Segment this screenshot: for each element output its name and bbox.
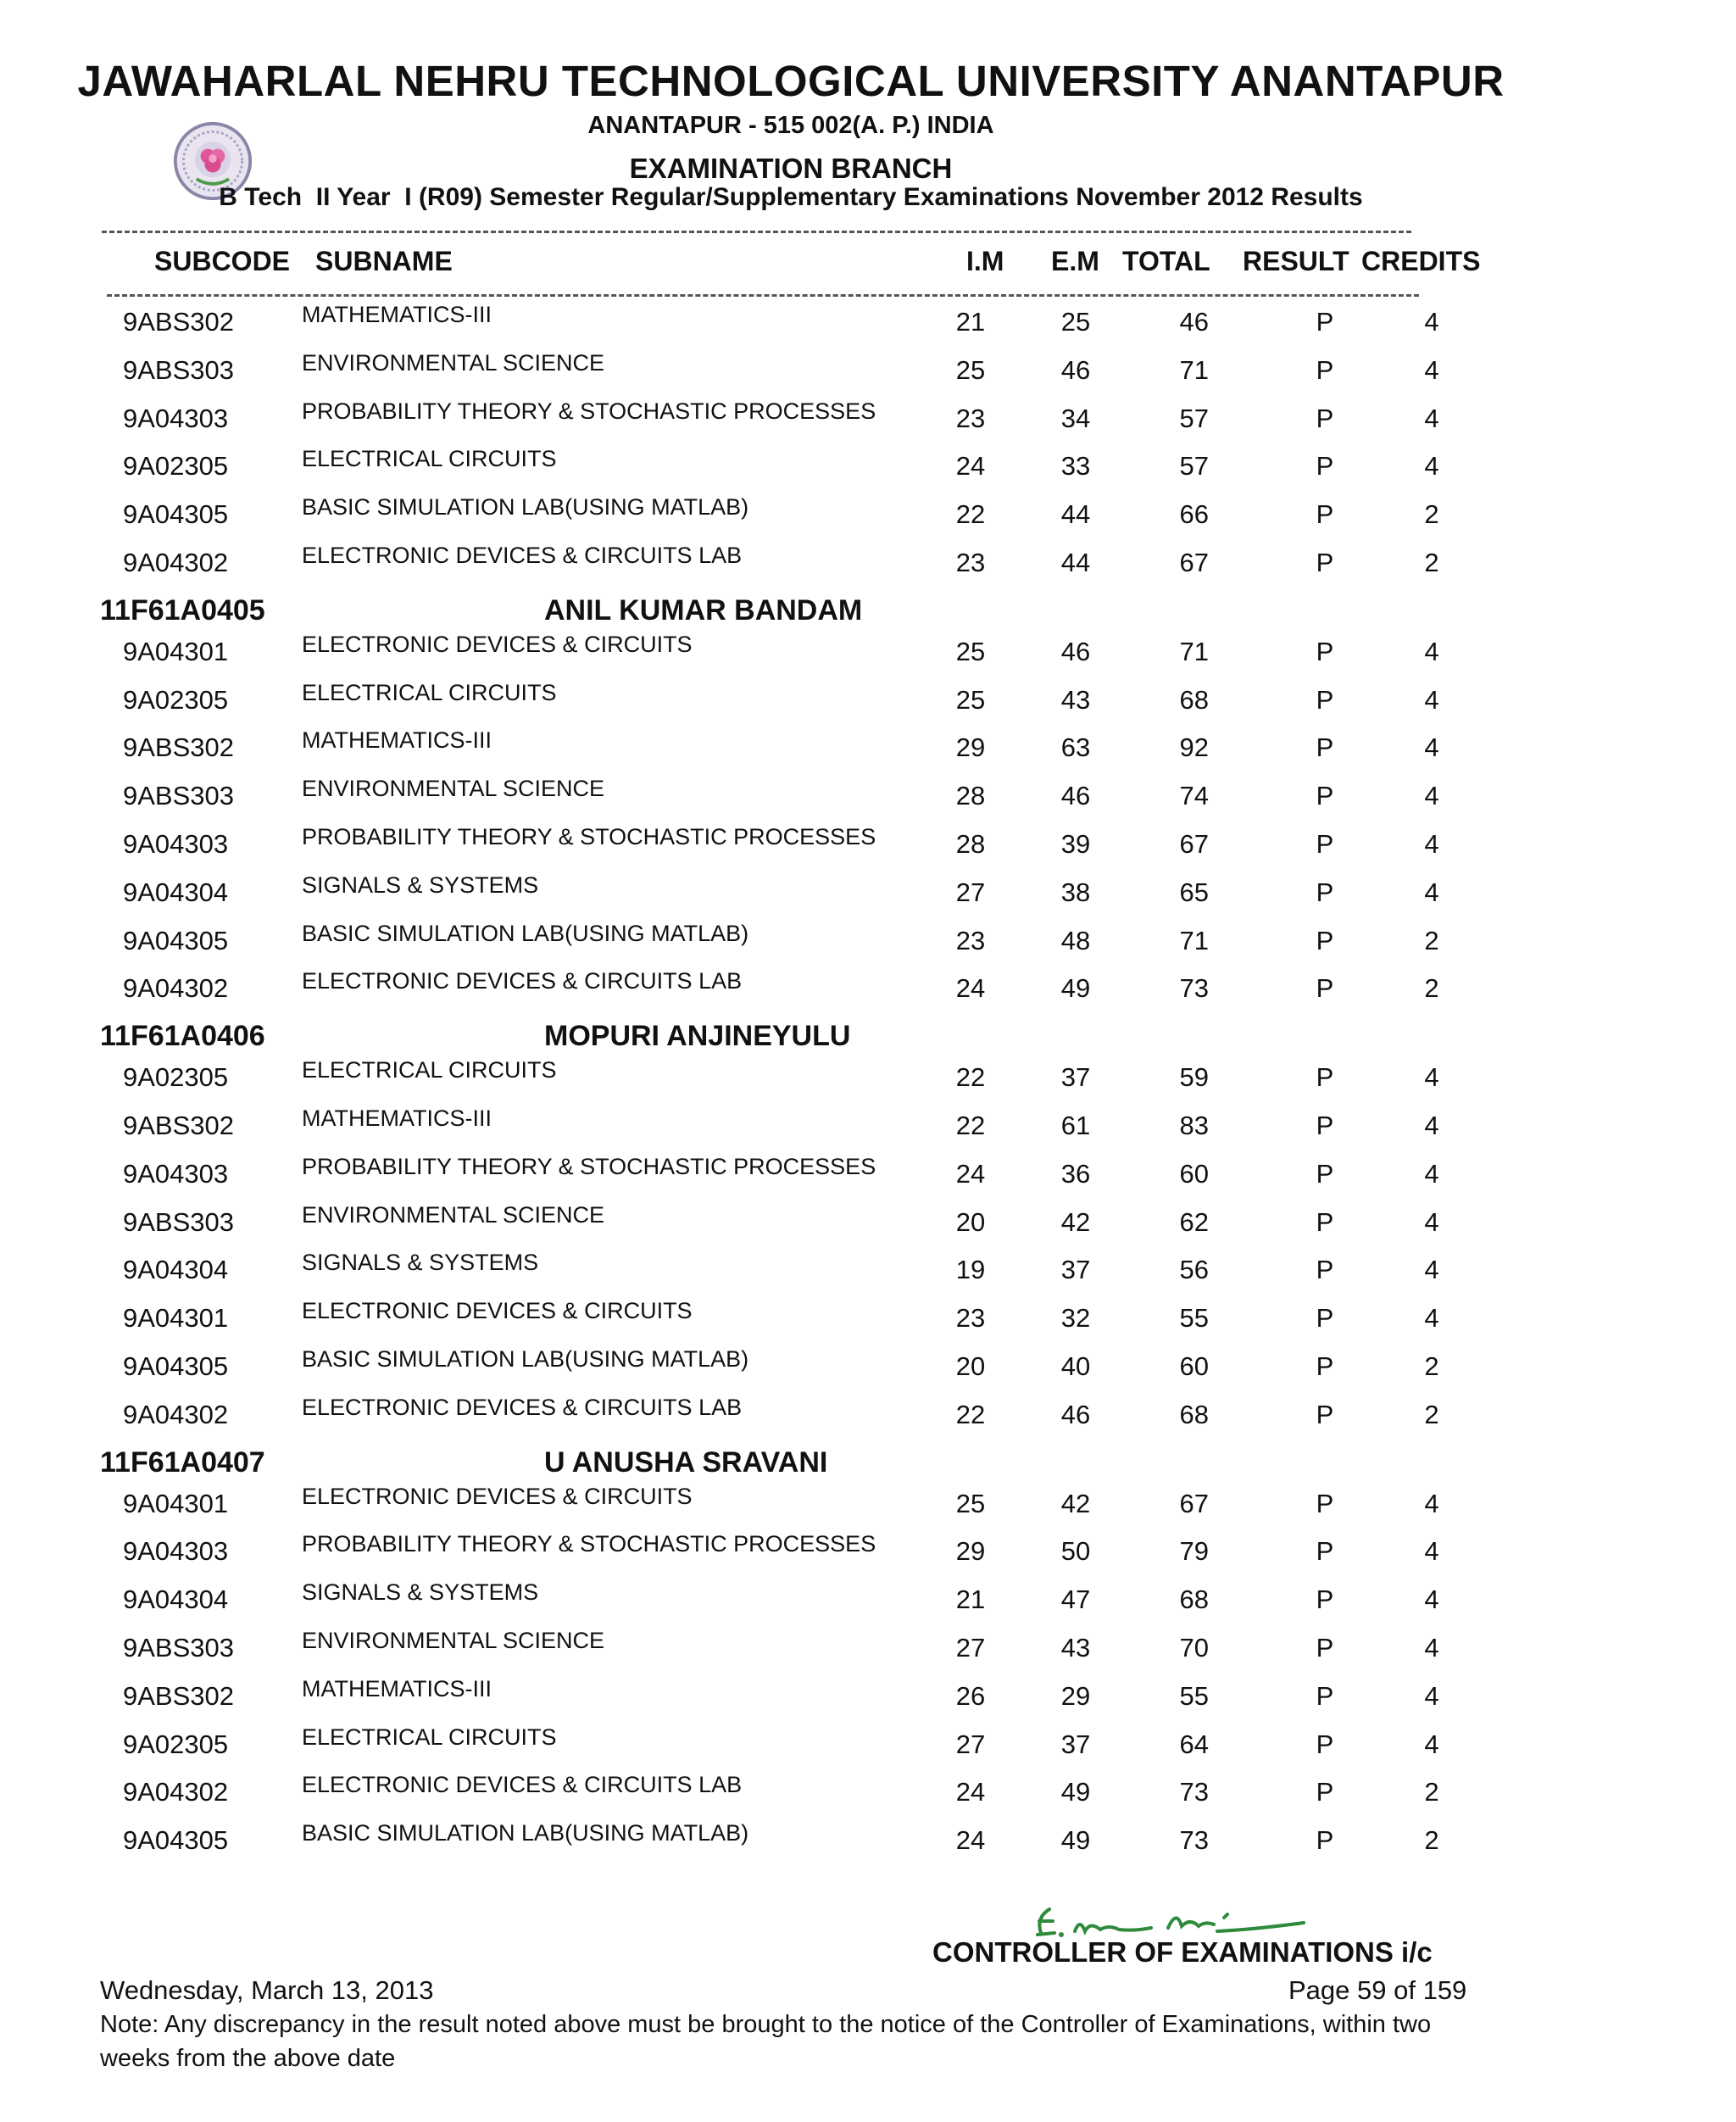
internal-marks: 24 xyxy=(955,973,986,1004)
internal-marks: 23 xyxy=(955,548,986,577)
subject-name: PROBABILITY THEORY & STOCHASTIC PROCESSES xyxy=(302,824,876,849)
result-status: P xyxy=(1316,1585,1334,1615)
credits-value: 2 xyxy=(1424,1351,1439,1381)
table-row xyxy=(0,1106,1736,1153)
total-marks: 70 xyxy=(1179,1633,1209,1663)
result-status: P xyxy=(1316,548,1334,577)
subject-name: ELECTRONIC DEVICES & CIRCUITS xyxy=(302,631,693,657)
subject-code: 9ABS303 xyxy=(123,781,234,811)
external-marks: 63 xyxy=(1060,732,1091,763)
internal-marks: 28 xyxy=(955,781,986,811)
subject-name: MATHEMATICS-III xyxy=(302,1106,492,1131)
credits-value: 2 xyxy=(1424,1825,1439,1856)
subject-name: ELECTRONIC DEVICES & CIRCUITS LAB xyxy=(302,968,743,994)
result-status: P xyxy=(1316,1536,1334,1567)
result-status: P xyxy=(1316,499,1334,530)
total-marks: 46 xyxy=(1179,307,1209,337)
credits-value: 4 xyxy=(1424,1585,1439,1615)
footer-note: Note: Any discrepancy in the result noted above must be brought to the notice of the Controller of Examinations, within two weeks from the above date xyxy=(100,2011,1432,2072)
table-row xyxy=(0,776,1736,823)
subject-code: 9A04302 xyxy=(123,973,229,1004)
table-row xyxy=(0,824,1736,872)
total-marks: 56 xyxy=(1179,1255,1209,1285)
credits-value: 4 xyxy=(1424,1111,1439,1140)
credits-value: 4 xyxy=(1424,354,1439,385)
credits-value: 4 xyxy=(1424,1680,1439,1711)
total-marks: 79 xyxy=(1179,1536,1209,1567)
external-marks: 44 xyxy=(1060,548,1091,577)
external-marks: 49 xyxy=(1060,1777,1091,1807)
internal-marks: 29 xyxy=(955,732,986,763)
table-row xyxy=(0,680,1736,727)
divider-header xyxy=(107,294,1419,297)
subject-code: 9A04302 xyxy=(123,1399,229,1429)
subject-name: PROBABILITY THEORY & STOCHASTIC PROCESSES xyxy=(302,398,876,424)
table-row xyxy=(0,1628,1736,1675)
credits-value: 4 xyxy=(1424,307,1439,337)
subject-code: 9A04301 xyxy=(123,636,229,666)
total-marks: 83 xyxy=(1179,1111,1209,1140)
table-row xyxy=(0,1395,1736,1442)
subject-name: BASIC SIMULATION LAB(USING MATLAB) xyxy=(302,920,749,946)
external-marks: 33 xyxy=(1060,451,1091,482)
table-row xyxy=(0,1724,1736,1772)
total-marks: 59 xyxy=(1179,1062,1209,1093)
total-marks: 68 xyxy=(1179,684,1209,715)
col-header-em: E.M xyxy=(1051,246,1099,276)
subject-name: BASIC SIMULATION LAB(USING MATLAB) xyxy=(302,494,749,521)
external-marks: 50 xyxy=(1060,1536,1091,1567)
credits-value: 4 xyxy=(1424,1158,1439,1189)
credits-value: 4 xyxy=(1424,403,1439,433)
internal-marks: 24 xyxy=(955,451,986,482)
external-marks: 39 xyxy=(1060,829,1091,859)
external-marks: 46 xyxy=(1060,636,1091,666)
subject-code: 9ABS303 xyxy=(123,1633,234,1663)
subject-code: 9A04302 xyxy=(123,1777,229,1807)
internal-marks: 22 xyxy=(955,499,986,530)
result-status: P xyxy=(1316,1206,1334,1237)
external-marks: 44 xyxy=(1060,499,1091,530)
result-status: P xyxy=(1316,1633,1334,1663)
university-title: JAWAHARLAL NEHRU TECHNOLOGICAL UNIVERSITY ANANTAPUR xyxy=(77,57,1505,105)
table-row xyxy=(0,727,1736,775)
subject-code: 9A04301 xyxy=(123,1303,229,1334)
col-header-result: RESULT xyxy=(1243,246,1349,276)
total-marks: 60 xyxy=(1179,1351,1209,1381)
credits-value: 2 xyxy=(1424,1399,1439,1429)
footer-date: Wednesday, March 13, 2013 xyxy=(100,1975,434,2005)
external-marks: 43 xyxy=(1060,684,1091,715)
result-status: P xyxy=(1316,307,1334,337)
credits-value: 2 xyxy=(1424,973,1439,1004)
subject-name: BASIC SIMULATION LAB(USING MATLAB) xyxy=(302,1346,749,1372)
student-id: 11F61A0407 xyxy=(100,1445,265,1479)
internal-marks: 25 xyxy=(955,684,986,715)
student-header xyxy=(0,1446,1736,1489)
result-status: P xyxy=(1316,636,1334,666)
student-name: MOPURI ANJINEYULU xyxy=(544,1020,851,1053)
credits-value: 4 xyxy=(1424,1206,1439,1237)
subject-code: 9ABS303 xyxy=(123,1206,234,1237)
subject-code: 9ABS302 xyxy=(123,1680,234,1711)
table-row xyxy=(0,921,1736,968)
total-marks: 67 xyxy=(1179,548,1209,577)
table-row xyxy=(0,1820,1736,1868)
subject-name: ELECTRONIC DEVICES & CIRCUITS LAB xyxy=(302,1394,743,1420)
credits-value: 4 xyxy=(1424,1255,1439,1285)
subject-name: ELECTRONIC DEVICES & CIRCUITS xyxy=(302,1483,693,1509)
result-status: P xyxy=(1316,732,1334,763)
table-row xyxy=(0,1772,1736,1819)
subject-name: ENVIRONMENTAL SCIENCE xyxy=(302,1628,605,1653)
internal-marks: 29 xyxy=(955,1536,986,1567)
result-status: P xyxy=(1316,1255,1334,1285)
credits-value: 4 xyxy=(1424,829,1439,859)
table-row xyxy=(0,872,1736,920)
page-number: Page 59 of 159 xyxy=(1288,1975,1467,2005)
credits-value: 4 xyxy=(1424,1536,1439,1567)
external-marks: 42 xyxy=(1060,1206,1091,1237)
external-marks: 32 xyxy=(1060,1303,1091,1334)
internal-marks: 23 xyxy=(955,925,986,955)
external-marks: 37 xyxy=(1060,1729,1091,1759)
credits-value: 4 xyxy=(1424,781,1439,811)
examination-branch: EXAMINATION BRANCH xyxy=(629,153,953,184)
subject-code: 9A02305 xyxy=(123,1062,229,1093)
table-row xyxy=(0,1298,1736,1345)
subject-code: 9A04304 xyxy=(123,1255,229,1285)
subject-code: 9A04303 xyxy=(123,829,229,859)
total-marks: 74 xyxy=(1179,781,1209,811)
total-marks: 68 xyxy=(1179,1585,1209,1615)
total-marks: 73 xyxy=(1179,1825,1209,1856)
internal-marks: 24 xyxy=(955,1825,986,1856)
total-marks: 55 xyxy=(1179,1303,1209,1334)
external-marks: 42 xyxy=(1060,1488,1091,1518)
total-marks: 73 xyxy=(1179,973,1209,1004)
total-marks: 68 xyxy=(1179,1399,1209,1429)
internal-marks: 25 xyxy=(955,354,986,385)
total-marks: 66 xyxy=(1179,499,1209,530)
student-name: U ANUSHA SRAVANI xyxy=(544,1445,828,1479)
subject-code: 9A02305 xyxy=(123,451,229,482)
subject-code: 9A02305 xyxy=(123,684,229,715)
table-row xyxy=(0,350,1736,398)
table-row xyxy=(0,1484,1736,1531)
external-marks: 40 xyxy=(1060,1351,1091,1381)
table-row xyxy=(0,446,1736,493)
total-marks: 65 xyxy=(1179,877,1209,907)
internal-marks: 20 xyxy=(955,1351,986,1381)
subject-name: ELECTRICAL CIRCUITS xyxy=(302,446,557,472)
external-marks: 49 xyxy=(1060,973,1091,1004)
external-marks: 47 xyxy=(1060,1585,1091,1615)
result-status: P xyxy=(1316,829,1334,859)
divider-top xyxy=(102,231,1411,233)
col-header-subname: SUBNAME xyxy=(315,246,453,276)
credits-value: 4 xyxy=(1424,1633,1439,1663)
credits-value: 4 xyxy=(1424,451,1439,482)
table-row xyxy=(0,1250,1736,1297)
col-header-subcode: SUBCODE xyxy=(154,246,291,276)
table-row xyxy=(0,1579,1736,1627)
external-marks: 61 xyxy=(1060,1111,1091,1140)
internal-marks: 26 xyxy=(955,1680,986,1711)
table-row xyxy=(0,1676,1736,1724)
subject-code: 9ABS303 xyxy=(123,354,234,385)
external-marks: 29 xyxy=(1060,1680,1091,1711)
student-id: 11F61A0406 xyxy=(100,1020,265,1053)
subject-code: 9A04305 xyxy=(123,1825,229,1856)
total-marks: 92 xyxy=(1179,732,1209,763)
external-marks: 34 xyxy=(1060,403,1091,433)
table-row xyxy=(0,968,1736,1016)
table-row xyxy=(0,1202,1736,1250)
internal-marks: 23 xyxy=(955,403,986,433)
total-marks: 57 xyxy=(1179,451,1209,482)
result-status: P xyxy=(1316,1777,1334,1807)
total-marks: 73 xyxy=(1179,1777,1209,1807)
internal-marks: 22 xyxy=(955,1111,986,1140)
subject-code: 9ABS302 xyxy=(123,732,234,763)
result-status: P xyxy=(1316,877,1334,907)
total-marks: 67 xyxy=(1179,829,1209,859)
col-header-credits: CREDITS xyxy=(1361,246,1481,276)
subject-name: SIGNALS & SYSTEMS xyxy=(302,1579,539,1606)
result-status: P xyxy=(1316,1680,1334,1711)
table-row xyxy=(0,1346,1736,1394)
internal-marks: 28 xyxy=(955,829,986,859)
subject-code: 9ABS302 xyxy=(123,1111,234,1140)
subject-code: 9A04304 xyxy=(123,1585,229,1615)
subject-code: 9A04301 xyxy=(123,1488,229,1518)
subject-code: 9A04305 xyxy=(123,1351,229,1381)
internal-marks: 20 xyxy=(955,1206,986,1237)
internal-marks: 24 xyxy=(955,1777,986,1807)
result-status: P xyxy=(1316,1399,1334,1429)
table-row xyxy=(0,302,1736,349)
subject-name: SIGNALS & SYSTEMS xyxy=(302,872,539,898)
external-marks: 43 xyxy=(1060,1633,1091,1663)
credits-value: 4 xyxy=(1424,1729,1439,1759)
subject-code: 9ABS302 xyxy=(123,307,234,337)
col-header-total: TOTAL xyxy=(1122,246,1210,276)
credits-value: 2 xyxy=(1424,548,1439,577)
subject-name: ENVIRONMENTAL SCIENCE xyxy=(302,349,605,376)
result-status: P xyxy=(1316,1303,1334,1334)
student-name: ANIL KUMAR BANDAM xyxy=(544,593,863,627)
result-status: P xyxy=(1316,781,1334,811)
credits-value: 2 xyxy=(1424,1777,1439,1807)
result-status: P xyxy=(1316,451,1334,482)
internal-marks: 21 xyxy=(955,307,986,337)
subject-name: ELECTRONIC DEVICES & CIRCUITS xyxy=(302,1298,693,1324)
subject-code: 9A04305 xyxy=(123,925,229,955)
subject-name: SIGNALS & SYSTEMS xyxy=(302,1250,539,1276)
total-marks: 57 xyxy=(1179,403,1209,433)
result-status: P xyxy=(1316,925,1334,955)
internal-marks: 27 xyxy=(955,1633,986,1663)
subject-name: ENVIRONMENTAL SCIENCE xyxy=(302,1201,605,1228)
result-status: P xyxy=(1316,354,1334,385)
internal-marks: 22 xyxy=(955,1062,986,1093)
subject-code: 9A04303 xyxy=(123,1536,229,1567)
credits-value: 4 xyxy=(1424,732,1439,763)
result-status: P xyxy=(1316,1825,1334,1856)
result-status: P xyxy=(1316,1729,1334,1759)
result-status: P xyxy=(1316,973,1334,1004)
subject-name: MATHEMATICS-III xyxy=(302,302,492,327)
student-header xyxy=(0,594,1736,637)
result-status: P xyxy=(1316,1158,1334,1189)
student-id: 11F61A0405 xyxy=(100,593,265,627)
student-header xyxy=(0,1020,1736,1062)
external-marks: 25 xyxy=(1060,307,1091,337)
internal-marks: 25 xyxy=(955,636,986,666)
total-marks: 64 xyxy=(1179,1729,1209,1759)
table-row xyxy=(0,494,1736,542)
subject-name: MATHEMATICS-III xyxy=(302,1675,492,1701)
result-status: P xyxy=(1316,1351,1334,1381)
subject-name: ELECTRICAL CIRCUITS xyxy=(302,1724,557,1750)
credits-value: 4 xyxy=(1424,1488,1439,1518)
external-marks: 37 xyxy=(1060,1062,1091,1093)
external-marks: 46 xyxy=(1060,354,1091,385)
internal-marks: 21 xyxy=(955,1585,986,1615)
credits-value: 2 xyxy=(1424,499,1439,530)
table-row xyxy=(0,1057,1736,1105)
internal-marks: 25 xyxy=(955,1488,986,1518)
subject-code: 9A04304 xyxy=(123,877,229,907)
subject-name: ENVIRONMENTAL SCIENCE xyxy=(302,776,605,802)
external-marks: 36 xyxy=(1060,1158,1091,1189)
subject-name: PROBABILITY THEORY & STOCHASTIC PROCESSES xyxy=(302,1153,876,1179)
subject-name: ELECTRICAL CIRCUITS xyxy=(302,679,557,705)
subject-code: 9A04305 xyxy=(123,499,229,530)
external-marks: 46 xyxy=(1060,1399,1091,1429)
subject-name: ELECTRONIC DEVICES & CIRCUITS LAB xyxy=(302,1772,743,1798)
internal-marks: 23 xyxy=(955,1303,986,1334)
total-marks: 71 xyxy=(1179,636,1209,666)
external-marks: 46 xyxy=(1060,781,1091,811)
subject-name: PROBABILITY THEORY & STOCHASTIC PROCESSES xyxy=(302,1531,876,1557)
internal-marks: 27 xyxy=(955,1729,986,1759)
controller-signature-title: CONTROLLER OF EXAMINATIONS i/c xyxy=(932,1936,1433,1968)
credits-value: 4 xyxy=(1424,684,1439,715)
subject-code: 9A04303 xyxy=(123,1158,229,1189)
credits-value: 4 xyxy=(1424,636,1439,666)
result-status: P xyxy=(1316,684,1334,715)
total-marks: 60 xyxy=(1179,1158,1209,1189)
internal-marks: 22 xyxy=(955,1399,986,1429)
internal-marks: 24 xyxy=(955,1158,986,1189)
subject-name: ELECTRONIC DEVICES & CIRCUITS LAB xyxy=(302,543,743,568)
subject-name: MATHEMATICS-III xyxy=(302,727,492,754)
credits-value: 4 xyxy=(1424,1062,1439,1093)
external-marks: 49 xyxy=(1060,1825,1091,1856)
result-status: P xyxy=(1316,1111,1334,1140)
external-marks: 48 xyxy=(1060,925,1091,955)
subject-code: 9A04302 xyxy=(123,548,229,577)
total-marks: 67 xyxy=(1179,1488,1209,1518)
total-marks: 62 xyxy=(1179,1206,1209,1237)
total-marks: 71 xyxy=(1179,354,1209,385)
external-marks: 38 xyxy=(1060,877,1091,907)
subject-name: BASIC SIMULATION LAB(USING MATLAB) xyxy=(302,1820,749,1846)
total-marks: 55 xyxy=(1179,1680,1209,1711)
credits-value: 4 xyxy=(1424,877,1439,907)
result-status: P xyxy=(1316,403,1334,433)
external-marks: 37 xyxy=(1060,1255,1091,1285)
credits-value: 2 xyxy=(1424,925,1439,955)
subject-name: ELECTRICAL CIRCUITS xyxy=(302,1057,557,1083)
internal-marks: 19 xyxy=(955,1255,986,1285)
col-header-im: I.M xyxy=(966,246,1004,276)
table-row xyxy=(0,1531,1736,1579)
credits-value: 4 xyxy=(1424,1303,1439,1334)
internal-marks: 27 xyxy=(955,877,986,907)
total-marks: 71 xyxy=(1179,925,1209,955)
subject-code: 9A02305 xyxy=(123,1729,229,1759)
result-status: P xyxy=(1316,1062,1334,1093)
subject-code: 9A04303 xyxy=(123,403,229,433)
table-row xyxy=(0,1154,1736,1201)
table-row xyxy=(0,398,1736,446)
table-row xyxy=(0,632,1736,679)
table-row xyxy=(0,543,1736,590)
university-address: ANANTAPUR - 515 002(A. P.) INDIA xyxy=(587,112,994,139)
result-status: P xyxy=(1316,1488,1334,1518)
exam-title: B Tech II Year I (R09) Semester Regular/Supplementary Examinations November 2012 Results xyxy=(219,183,1363,211)
